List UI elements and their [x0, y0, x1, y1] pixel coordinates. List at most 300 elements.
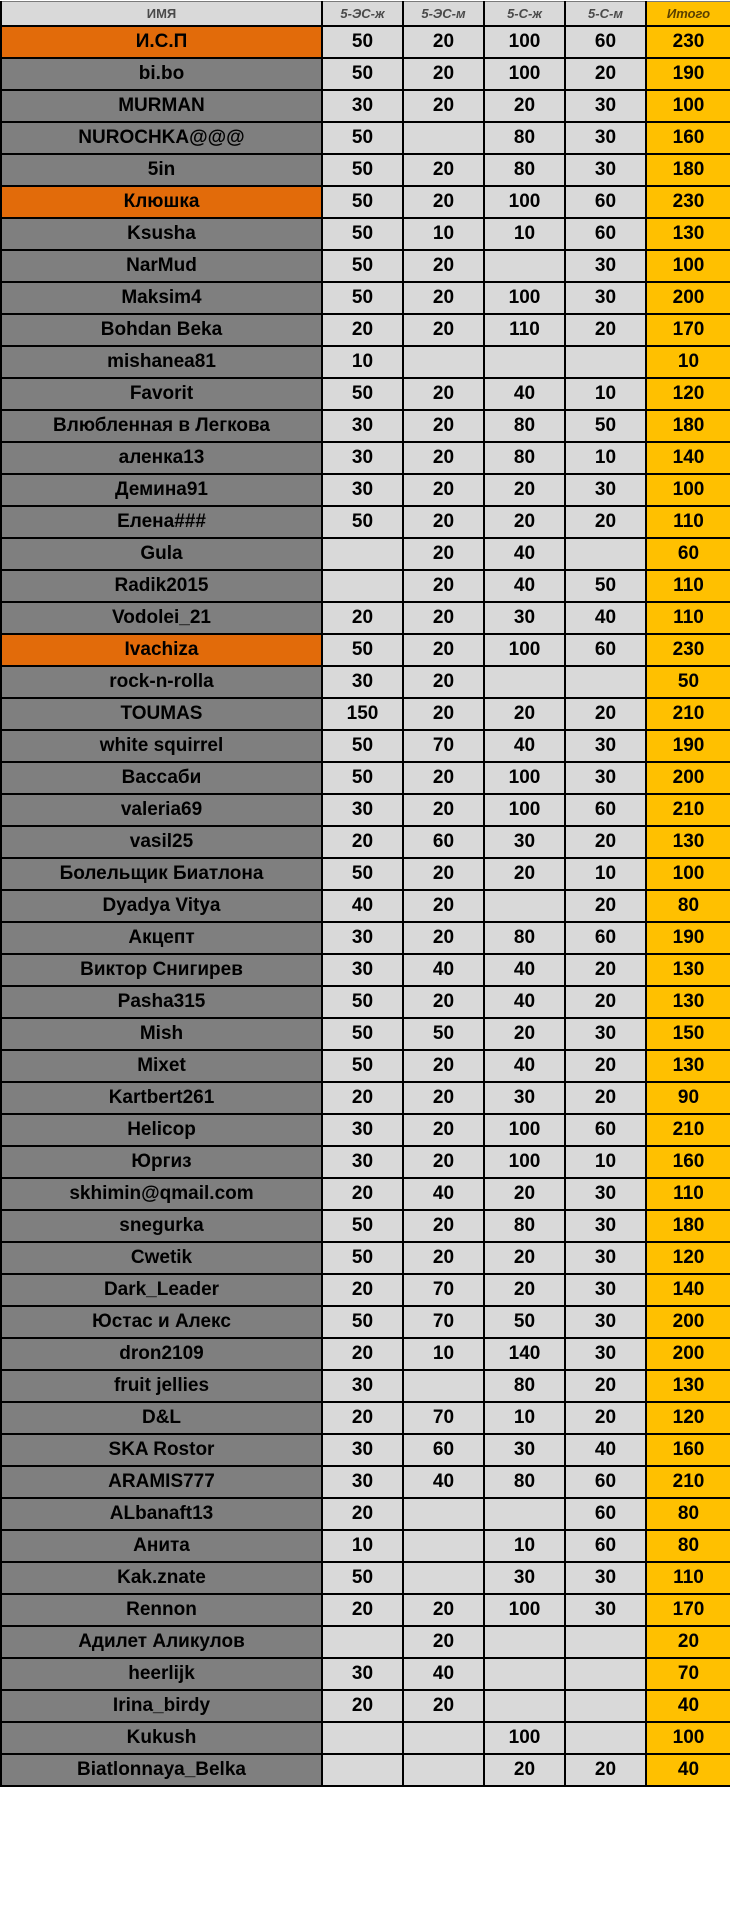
score-5-es-w [322, 1722, 403, 1754]
score-5-es-w: 50 [322, 1562, 403, 1594]
score-5-es-w: 50 [322, 58, 403, 90]
score-5-es-m: 20 [403, 666, 484, 698]
score-5-s-w: 100 [484, 58, 565, 90]
score-5-es-m: 60 [403, 1434, 484, 1466]
score-5-s-w: 100 [484, 282, 565, 314]
player-name: NUROCHKA@@@ [1, 122, 322, 154]
player-name: valeria69 [1, 794, 322, 826]
table-row [1, 218, 730, 250]
score-5-es-m [403, 1562, 484, 1594]
score-5-s-m: 60 [565, 1466, 646, 1498]
score-5-es-w: 50 [322, 730, 403, 762]
score-5-s-w: 80 [484, 922, 565, 954]
table-row [1, 794, 730, 826]
score-5-es-m: 20 [403, 1146, 484, 1178]
table-row [1, 26, 730, 58]
player-name: heerlijk [1, 1658, 322, 1690]
table-row [1, 1082, 730, 1114]
score-5-es-w: 50 [322, 1050, 403, 1082]
score-5-s-w: 10 [484, 1402, 565, 1434]
score-5-es-m: 20 [403, 506, 484, 538]
score-5-s-m: 30 [565, 1018, 646, 1050]
score-total: 180 [646, 1210, 730, 1242]
score-5-s-m: 10 [565, 442, 646, 474]
score-5-es-m: 20 [403, 922, 484, 954]
score-total: 100 [646, 1722, 730, 1754]
score-5-es-w: 20 [322, 1082, 403, 1114]
score-total: 200 [646, 1306, 730, 1338]
player-name: Вассаби [1, 762, 322, 794]
score-5-es-m [403, 346, 484, 378]
player-name: Kak.znate [1, 1562, 322, 1594]
table-row [1, 762, 730, 794]
score-5-s-w: 10 [484, 1530, 565, 1562]
score-5-s-m: 50 [565, 410, 646, 442]
table-row [1, 58, 730, 90]
table-header [1, 2, 730, 27]
score-total: 170 [646, 314, 730, 346]
score-5-s-w: 30 [484, 1562, 565, 1594]
score-5-es-w: 30 [322, 410, 403, 442]
score-5-s-w: 20 [484, 90, 565, 122]
score-5-es-w: 30 [322, 954, 403, 986]
score-total: 130 [646, 1050, 730, 1082]
score-5-es-w: 50 [322, 186, 403, 218]
score-5-es-m: 60 [403, 826, 484, 858]
score-total: 140 [646, 442, 730, 474]
score-5-s-w: 80 [484, 1466, 565, 1498]
score-5-es-w: 50 [322, 26, 403, 58]
score-5-s-m: 20 [565, 1370, 646, 1402]
score-total: 100 [646, 474, 730, 506]
score-5-es-m: 20 [403, 1114, 484, 1146]
player-name: Mish [1, 1018, 322, 1050]
score-5-es-w: 30 [322, 1466, 403, 1498]
score-total: 110 [646, 1178, 730, 1210]
score-total: 60 [646, 538, 730, 570]
table-row [1, 1178, 730, 1210]
score-5-es-w: 50 [322, 1018, 403, 1050]
score-5-es-m: 20 [403, 602, 484, 634]
player-name: Виктор Снигирев [1, 954, 322, 986]
score-total: 160 [646, 1146, 730, 1178]
score-5-s-m: 30 [565, 474, 646, 506]
score-total: 210 [646, 1466, 730, 1498]
score-5-s-w [484, 346, 565, 378]
score-5-es-m: 20 [403, 410, 484, 442]
score-5-s-w: 100 [484, 762, 565, 794]
score-5-es-m: 20 [403, 26, 484, 58]
score-5-s-m: 20 [565, 986, 646, 1018]
score-total: 210 [646, 794, 730, 826]
player-name: Mixet [1, 1050, 322, 1082]
score-5-es-w: 50 [322, 378, 403, 410]
score-5-es-w: 30 [322, 922, 403, 954]
score-5-s-w [484, 890, 565, 922]
score-5-s-w: 40 [484, 954, 565, 986]
player-name: Анита [1, 1530, 322, 1562]
score-5-s-m: 10 [565, 378, 646, 410]
score-total: 20 [646, 1626, 730, 1658]
score-total: 210 [646, 698, 730, 730]
player-name: Favorit [1, 378, 322, 410]
score-5-es-w: 30 [322, 1658, 403, 1690]
table-row [1, 1626, 730, 1658]
table-row [1, 986, 730, 1018]
score-5-s-m: 50 [565, 570, 646, 602]
table-row [1, 282, 730, 314]
score-5-s-w: 100 [484, 634, 565, 666]
score-5-es-w: 30 [322, 474, 403, 506]
table-row [1, 442, 730, 474]
score-5-es-m: 20 [403, 634, 484, 666]
score-total: 110 [646, 1562, 730, 1594]
score-5-s-w: 80 [484, 154, 565, 186]
table-row [1, 506, 730, 538]
score-5-s-m: 30 [565, 1594, 646, 1626]
table-row [1, 1658, 730, 1690]
score-5-s-m: 60 [565, 922, 646, 954]
score-5-es-m: 70 [403, 1306, 484, 1338]
score-5-es-w: 20 [322, 1690, 403, 1722]
table-row [1, 314, 730, 346]
score-5-es-m: 20 [403, 442, 484, 474]
player-name: ARAMIS777 [1, 1466, 322, 1498]
score-5-s-m [565, 538, 646, 570]
score-5-s-m: 60 [565, 186, 646, 218]
score-5-s-m: 20 [565, 890, 646, 922]
score-total: 120 [646, 1242, 730, 1274]
player-name: Helicop [1, 1114, 322, 1146]
score-total: 200 [646, 762, 730, 794]
score-total: 200 [646, 1338, 730, 1370]
score-5-es-m: 20 [403, 570, 484, 602]
score-5-s-m [565, 1626, 646, 1658]
score-5-s-w: 10 [484, 218, 565, 250]
score-5-s-m: 20 [565, 698, 646, 730]
score-5-es-w [322, 1754, 403, 1786]
score-5-s-w: 30 [484, 602, 565, 634]
player-name: Radik2015 [1, 570, 322, 602]
table-row [1, 122, 730, 154]
player-name: Клюшка [1, 186, 322, 218]
table-row [1, 378, 730, 410]
header-5-es-w: 5-ЭС-ж [322, 2, 403, 27]
player-name: SKA Rostor [1, 1434, 322, 1466]
player-name: Ksusha [1, 218, 322, 250]
player-name: Акцепт [1, 922, 322, 954]
score-total: 120 [646, 378, 730, 410]
score-5-s-m: 30 [565, 1274, 646, 1306]
table-row [1, 1018, 730, 1050]
player-name: MURMAN [1, 90, 322, 122]
score-5-es-m: 20 [403, 474, 484, 506]
score-5-es-w: 50 [322, 1242, 403, 1274]
score-5-es-m: 20 [403, 186, 484, 218]
score-total: 130 [646, 826, 730, 858]
score-5-es-w: 20 [322, 1338, 403, 1370]
score-5-s-w: 100 [484, 1114, 565, 1146]
score-5-s-m: 10 [565, 858, 646, 890]
score-5-s-w: 40 [484, 730, 565, 762]
player-name: Юстас и Алекс [1, 1306, 322, 1338]
player-name: Kukush [1, 1722, 322, 1754]
score-5-s-w: 40 [484, 570, 565, 602]
score-5-es-w: 50 [322, 250, 403, 282]
score-total: 160 [646, 1434, 730, 1466]
score-5-s-m: 40 [565, 602, 646, 634]
score-5-es-w: 10 [322, 1530, 403, 1562]
score-total: 160 [646, 122, 730, 154]
score-5-s-w: 50 [484, 1306, 565, 1338]
player-name: 5in [1, 154, 322, 186]
score-5-s-w [484, 1626, 565, 1658]
score-5-s-w [484, 1690, 565, 1722]
score-5-es-m [403, 1754, 484, 1786]
header-5-s-m: 5-С-м [565, 2, 646, 27]
table-row [1, 666, 730, 698]
score-5-s-w: 80 [484, 410, 565, 442]
score-5-s-m [565, 1658, 646, 1690]
table-row [1, 1242, 730, 1274]
player-name: NarMud [1, 250, 322, 282]
player-name: Rennon [1, 1594, 322, 1626]
header-row [1, 2, 730, 27]
header-total: Итого [646, 2, 730, 27]
score-total: 80 [646, 1530, 730, 1562]
player-name: Irina_birdy [1, 1690, 322, 1722]
score-5-s-m: 60 [565, 794, 646, 826]
player-name: Kartbert261 [1, 1082, 322, 1114]
score-5-es-m: 20 [403, 698, 484, 730]
table-row [1, 570, 730, 602]
score-5-es-w: 50 [322, 282, 403, 314]
table-row [1, 634, 730, 666]
table-row [1, 154, 730, 186]
score-total: 120 [646, 1402, 730, 1434]
score-5-s-m: 20 [565, 954, 646, 986]
score-5-es-w: 50 [322, 1306, 403, 1338]
score-5-s-m [565, 346, 646, 378]
player-name: TOUMAS [1, 698, 322, 730]
header-name: ИМЯ [1, 2, 322, 27]
score-5-es-w [322, 1626, 403, 1658]
table-row [1, 1210, 730, 1242]
score-5-s-w: 40 [484, 1050, 565, 1082]
score-5-s-w [484, 1658, 565, 1690]
score-5-s-w: 80 [484, 442, 565, 474]
score-5-es-m: 20 [403, 858, 484, 890]
table-row [1, 1306, 730, 1338]
score-5-s-w: 30 [484, 826, 565, 858]
score-5-s-w [484, 666, 565, 698]
player-name: dron2109 [1, 1338, 322, 1370]
score-5-es-w [322, 538, 403, 570]
player-name: Dyadya Vitya [1, 890, 322, 922]
score-5-es-w: 50 [322, 506, 403, 538]
score-5-s-m: 10 [565, 1146, 646, 1178]
score-total: 10 [646, 346, 730, 378]
table-row [1, 1402, 730, 1434]
player-name: Vodolei_21 [1, 602, 322, 634]
score-total: 210 [646, 1114, 730, 1146]
table-row [1, 538, 730, 570]
score-5-s-w: 100 [484, 794, 565, 826]
table-row [1, 186, 730, 218]
score-5-es-m: 20 [403, 314, 484, 346]
score-5-s-m: 30 [565, 1562, 646, 1594]
score-5-es-m: 20 [403, 1082, 484, 1114]
table-row [1, 602, 730, 634]
table-row [1, 890, 730, 922]
score-5-s-m: 40 [565, 1434, 646, 1466]
score-5-es-m [403, 1530, 484, 1562]
table-row [1, 954, 730, 986]
score-5-s-w: 20 [484, 474, 565, 506]
table-row [1, 1466, 730, 1498]
score-5-es-w: 30 [322, 1370, 403, 1402]
table-row [1, 858, 730, 890]
score-total: 40 [646, 1690, 730, 1722]
score-5-s-m: 20 [565, 58, 646, 90]
score-5-es-m: 20 [403, 1210, 484, 1242]
score-5-es-w: 20 [322, 1178, 403, 1210]
score-5-es-m: 70 [403, 1274, 484, 1306]
score-5-es-w: 50 [322, 858, 403, 890]
player-name: ALbanaft13 [1, 1498, 322, 1530]
table-row [1, 410, 730, 442]
player-name: Демина91 [1, 474, 322, 506]
score-total: 200 [646, 282, 730, 314]
score-5-s-m: 20 [565, 826, 646, 858]
player-name: Biatlonnaya_Belka [1, 1754, 322, 1786]
score-5-s-w: 110 [484, 314, 565, 346]
score-5-es-m: 20 [403, 1050, 484, 1082]
score-5-s-w: 100 [484, 1722, 565, 1754]
table-row [1, 1530, 730, 1562]
score-5-es-w: 20 [322, 1498, 403, 1530]
score-total: 40 [646, 1754, 730, 1786]
score-5-s-w: 20 [484, 1018, 565, 1050]
player-name: Влюбленная в Легкова [1, 410, 322, 442]
score-5-es-m: 20 [403, 538, 484, 570]
score-5-s-w [484, 250, 565, 282]
score-5-s-m: 30 [565, 154, 646, 186]
score-5-s-w: 20 [484, 506, 565, 538]
score-5-es-w: 20 [322, 602, 403, 634]
score-5-s-m: 60 [565, 1498, 646, 1530]
player-name: white squirrel [1, 730, 322, 762]
player-name: Юргиз [1, 1146, 322, 1178]
score-5-es-w: 30 [322, 1114, 403, 1146]
score-5-s-w: 20 [484, 858, 565, 890]
score-5-s-w: 20 [484, 1178, 565, 1210]
player-name: Елена### [1, 506, 322, 538]
score-total: 100 [646, 250, 730, 282]
score-5-es-m [403, 1370, 484, 1402]
score-total: 100 [646, 858, 730, 890]
player-name: vasil25 [1, 826, 322, 858]
score-5-es-w: 30 [322, 442, 403, 474]
score-5-s-m: 30 [565, 282, 646, 314]
score-5-s-m: 20 [565, 314, 646, 346]
score-5-es-m: 20 [403, 378, 484, 410]
score-5-s-m: 30 [565, 1178, 646, 1210]
score-5-s-m: 20 [565, 1402, 646, 1434]
score-5-es-w: 30 [322, 1434, 403, 1466]
score-5-es-w: 20 [322, 314, 403, 346]
score-5-es-w: 30 [322, 666, 403, 698]
score-5-s-m: 30 [565, 730, 646, 762]
score-total: 230 [646, 186, 730, 218]
score-total: 90 [646, 1082, 730, 1114]
player-name: Болельщик Биатлона [1, 858, 322, 890]
score-5-es-m: 20 [403, 1690, 484, 1722]
player-name: Ivachiza [1, 634, 322, 666]
table-row [1, 1114, 730, 1146]
score-5-es-w: 50 [322, 154, 403, 186]
score-5-es-m: 20 [403, 250, 484, 282]
header-5-s-w: 5-С-ж [484, 2, 565, 27]
score-5-es-m: 20 [403, 762, 484, 794]
score-5-s-m: 20 [565, 1050, 646, 1082]
score-5-es-m [403, 122, 484, 154]
table-row [1, 730, 730, 762]
score-total: 70 [646, 1658, 730, 1690]
player-name: аленка13 [1, 442, 322, 474]
score-5-s-m: 30 [565, 1306, 646, 1338]
score-5-s-w: 140 [484, 1338, 565, 1370]
score-5-s-w: 40 [484, 538, 565, 570]
score-total: 190 [646, 58, 730, 90]
score-5-s-m [565, 1722, 646, 1754]
player-name: Gula [1, 538, 322, 570]
player-name: Cwetik [1, 1242, 322, 1274]
score-5-es-m: 50 [403, 1018, 484, 1050]
score-5-s-w: 100 [484, 1594, 565, 1626]
score-5-es-m: 70 [403, 1402, 484, 1434]
score-5-s-m: 30 [565, 122, 646, 154]
score-5-es-m: 20 [403, 1242, 484, 1274]
score-total: 190 [646, 730, 730, 762]
score-total: 130 [646, 1370, 730, 1402]
score-5-s-m [565, 1690, 646, 1722]
score-5-es-w: 50 [322, 122, 403, 154]
score-total: 180 [646, 410, 730, 442]
score-5-s-w: 80 [484, 1370, 565, 1402]
score-5-es-m: 20 [403, 154, 484, 186]
score-5-s-w: 20 [484, 698, 565, 730]
table-row [1, 1146, 730, 1178]
score-total: 80 [646, 890, 730, 922]
score-5-es-w: 20 [322, 1274, 403, 1306]
score-5-s-w: 80 [484, 1210, 565, 1242]
score-total: 230 [646, 26, 730, 58]
table-row [1, 826, 730, 858]
score-total: 150 [646, 1018, 730, 1050]
header-5-es-m: 5-ЭС-м [403, 2, 484, 27]
score-5-s-m: 60 [565, 218, 646, 250]
score-5-s-w: 80 [484, 122, 565, 154]
player-name: Bohdan Beka [1, 314, 322, 346]
score-5-s-w: 20 [484, 1242, 565, 1274]
score-5-s-m: 60 [565, 634, 646, 666]
score-5-es-w: 150 [322, 698, 403, 730]
table-row [1, 250, 730, 282]
player-name: Адилет Аликулов [1, 1626, 322, 1658]
score-5-es-w: 50 [322, 1210, 403, 1242]
score-5-es-w: 50 [322, 762, 403, 794]
